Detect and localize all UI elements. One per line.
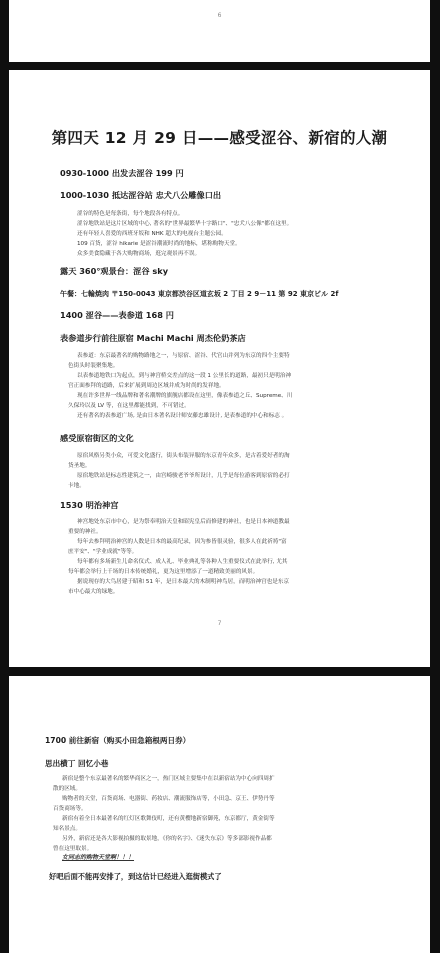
text-line: 涩谷的特色是每条街，每个地段各有特点。 xyxy=(77,211,184,217)
text-line: 还有年轻人喜爱的西班牙坂和 NHK 超大的电视台主题公园。 xyxy=(77,231,227,237)
shibuya-sky-heading: 露天 360°观景台：涩谷 sky xyxy=(60,266,169,276)
text-line: 每年去参拜明治神宫的人数是日本的最高纪录，因为参皆很灵验，很多人在此祈祷"富 xyxy=(77,539,287,545)
text-line: 现在许多世界一线品牌和著名潮牌的旗舰店都设在这里，像表参道之丘、Supreme、川 xyxy=(77,393,293,399)
text-line: 知名景点。 xyxy=(53,826,81,832)
omoide-yokocho-heading: 思出横丁 回忆小巷 xyxy=(45,759,109,768)
meiji-heading: 1530 明治神宫 xyxy=(60,500,119,510)
text-line: 宫正面参拜的道路，后来扩展到周边区域并成为时尚的发祥地。 xyxy=(68,383,225,389)
text-line: 卡地。 xyxy=(68,483,85,489)
text-line: 色街头时装聚集地。 xyxy=(68,363,119,369)
text-line: 新宿是整个东京最著名的繁华商区之一，热门区域主要集中在以新宿站为中心向四周扩 xyxy=(62,776,275,782)
schedule-omotesando: 1400 涩谷——表参道 168 円 xyxy=(60,310,174,320)
omotesando-heading: 表参道步行前往原宿 Machi Machi 周杰伦奶茶店 xyxy=(60,333,246,343)
harajuku-heading: 感受原宿街区的文化 xyxy=(60,433,134,443)
text-line: 曾在这里取景。 xyxy=(53,846,93,852)
text-line: 市中心最大的绿地。 xyxy=(68,589,119,595)
page-number: 6 xyxy=(217,12,222,19)
text-line: 另外，新宿还是各大影视拍摄的取景地，《你的名字》、《迷失东京》等多部影视作品都 xyxy=(62,836,272,842)
schedule-departure-shibuya: 0930-1000 出发去涩谷 199 円 xyxy=(60,168,184,178)
schedule-arrive-shibuya: 1000-1030 抵达涩谷站 忠犬八公雕像口出 xyxy=(60,190,222,200)
shopping-highlight: 女同志的购物天堂啊！！！ xyxy=(62,854,135,861)
text-line: 表参道：东京最著名的购物路地之一，与原宿、涩谷、代官山并列为东京的四个主要特 xyxy=(77,353,290,359)
shibuya-paragraph xyxy=(77,209,292,259)
text-line: 原宿地铁站是标志性建筑之一，由宫崎骏老爷爷所设计，几乎是每位游客到原宿的必打 xyxy=(77,473,290,479)
text-line: 庶平安"、"学业成就"等等。 xyxy=(68,549,138,555)
document-page-8 xyxy=(9,676,430,953)
text-line: 神宫地处东京市中心，是为祭奉明治天皇和昭宪皇后而修建的神社，也是日本神道教最 xyxy=(77,519,290,525)
closing-note: 好吧后面不能再安排了，到这估计已经进入逛街模式了 xyxy=(49,872,222,881)
text-line: 以表参道地铁口为起点，到与神宫桥交差点的这一段 1 公里长的道路，最初只是明治神 xyxy=(77,373,292,379)
document-page-7 xyxy=(9,70,430,667)
text-line: 新宿有着全日本最著名的红灯区歌舞伎町，还有黄樱地新宿御苑，东京都厅，黄金街等 xyxy=(62,816,275,822)
text-line: 还有著名的表参道广场, 是由日本著名设计师安藤忠雄设计, 是表参道的中心和标志 。 xyxy=(77,413,288,419)
text-line: 原宿风格另类小众，可爱文化盛行，街头布装异服的东京青年众多，是古着爱好者的淘 xyxy=(77,453,290,459)
text-line: 每年都有多场新生儿命名仪式、成人礼、毕业典礼等各种人生重要仪式在此举行, 尤其 xyxy=(77,559,288,565)
text-line: 货圣地。 xyxy=(68,463,91,469)
text-line: 据说现存的大鸟居建于昭和 51 年，是日本最大的木制明神鸟居，而明治神宫也是东京 xyxy=(77,579,290,585)
text-line: 散的区域。 xyxy=(53,786,81,792)
text-line: 久保玲以及 LV 等，在这里都能找到，不可错过。 xyxy=(68,403,190,409)
harajuku-paragraph xyxy=(68,451,290,491)
text-line: 每年都会举行上千场的日本传统婚礼，更为这里增添了一道精致美丽的风景。 xyxy=(68,569,259,575)
text-line: 109 百货，涩谷 hikarie 是涩谷潮流时尚的地标，堪称购物天堂。 xyxy=(77,241,241,247)
document-page-6 xyxy=(9,0,430,62)
omotesando-paragraph xyxy=(68,351,293,421)
meiji-paragraph xyxy=(68,517,290,597)
text-line: 涩谷地铁站是这片区域的中心, 著名的"世界最繁华十字路口"、"忠犬八公像"都在这里。 xyxy=(77,221,293,227)
schedule-shinjuku: 1700 前往新宿（购买小田急箱根两日券） xyxy=(45,736,191,745)
lunch-info: 午餐：七輪焼肉 〒150-0043 東京都渋谷区道玄坂 2 丁目 2 9－11 第 92 東京ビル 2f xyxy=(60,290,339,298)
text-line: 重要的神社。 xyxy=(68,529,102,535)
shinjuku-paragraph xyxy=(53,774,275,854)
text-line: 众多美食隐藏于各大购物商场，逛完观景再不误。 xyxy=(77,251,201,257)
text-line: 购物者的天堂，百货商场、电器街、药妆店、潮流服饰店等，小田急、京王、伊势丹等 xyxy=(62,796,275,802)
text-line: 百货商场等。 xyxy=(53,806,87,812)
day-title: 第四天 12 月 29 日——感受涩谷、新宿的人潮 xyxy=(51,129,388,147)
page-number: 7 xyxy=(217,620,222,627)
